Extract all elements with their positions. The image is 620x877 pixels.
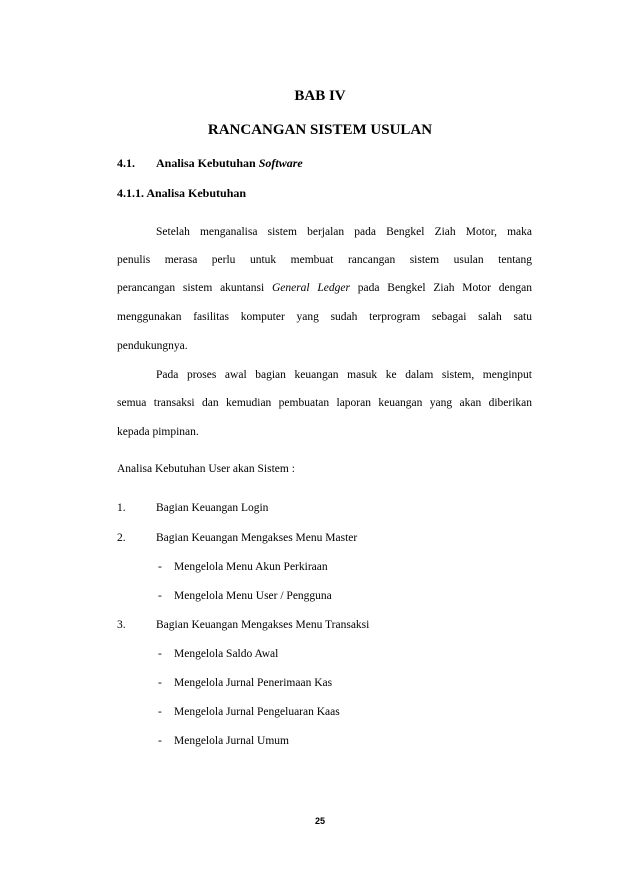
sub-item-dash: -: [158, 735, 162, 747]
sub-item-jurnal-umum: Mengelola Jurnal Umum: [174, 735, 289, 747]
para1-line4: menggunakan fasilitas komputer yang sudah terprogram sebagai salah satu: [117, 311, 532, 323]
sub-item-saldo-awal: Mengelola Saldo Awal: [174, 648, 279, 660]
sub-item-akun-perkiraan: Mengelola Menu Akun Perkiraan: [174, 561, 328, 573]
chapter-number: BAB IV: [294, 88, 346, 104]
para1-line2: penulis merasa perlu untuk membuat rancangan sistem usulan tentang: [117, 254, 532, 266]
list-item-2-number: 2.: [117, 532, 126, 544]
sub-item-user-pengguna: Mengelola Menu User / Pengguna: [174, 590, 332, 602]
para2-line2: semua transaksi dan kemudian pembuatan laporan keuangan yang akan diberikan: [117, 397, 532, 409]
list-item-3-number: 3.: [117, 619, 126, 631]
list-item-1-number: 1.: [117, 502, 126, 514]
list-item-2-text: Bagian Keuangan Mengakses Menu Master: [156, 532, 358, 544]
para1-line1: Setelah menganalisa sistem berjalan pada Bengkel Ziah Motor, maka: [156, 226, 532, 238]
sub-item-dash: -: [158, 677, 162, 689]
section-4-1-1-heading: 4.1.1. Analisa Kebutuhan: [117, 186, 247, 200]
para2-line3: kepada pimpinan.: [117, 426, 199, 438]
para1-line3: perancangan sistem akuntansi General Ledger pada Bengkel Ziah Motor dengan: [117, 282, 532, 294]
para2-line1: Pada proses awal bagian keuangan masuk ke dalam sistem, menginput: [156, 369, 532, 381]
requirements-intro: Analisa Kebutuhan User akan Sistem :: [117, 463, 295, 475]
sub-item-dash: -: [158, 590, 162, 602]
list-item-1-text: Bagian Keuangan Login: [156, 502, 269, 514]
section-4-1-number: 4.1.: [117, 156, 135, 170]
page-number: 25: [314, 816, 325, 826]
sub-item-dash: -: [158, 648, 162, 660]
sub-item-jurnal-pengeluaran: Mengelola Jurnal Pengeluaran Kaas: [174, 706, 340, 718]
section-4-1-title: Analisa Kebutuhan Software: [156, 156, 303, 170]
list-item-3-text: Bagian Keuangan Mengakses Menu Transaksi: [156, 619, 370, 631]
para1-line5: pendukungnya.: [117, 340, 188, 352]
chapter-title: RANCANGAN SISTEM USULAN: [207, 122, 433, 138]
sub-item-jurnal-penerimaan: Mengelola Jurnal Penerimaan Kas: [174, 677, 333, 689]
sub-item-dash: -: [158, 561, 162, 573]
sub-item-dash: -: [158, 706, 162, 718]
